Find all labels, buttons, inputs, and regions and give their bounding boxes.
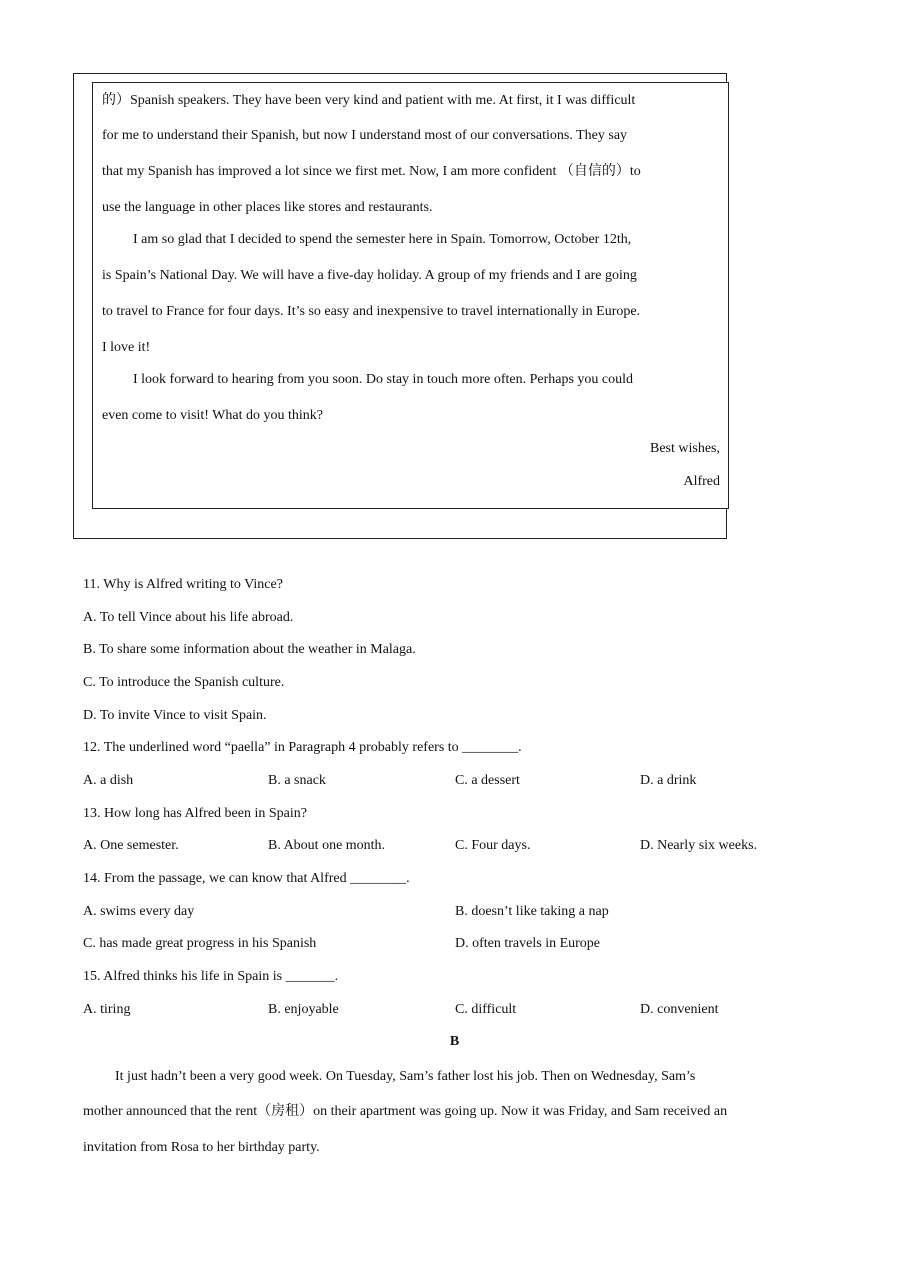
question-11-stem: 11. Why is Alfred writing to Vince? [83,577,283,592]
question-11-option-a: A. To tell Vince about his life abroad. [83,610,294,625]
question-12-option-d: D. a drink [640,773,697,788]
question-15-option-c: C. difficult [455,1002,517,1017]
letter-inner-frame [92,82,729,509]
question-13-stem: 13. How long has Alfred been in Spain? [83,806,307,821]
question-14-option-a: A. swims every day [83,904,195,919]
question-12-option-c: C. a dessert [455,773,520,788]
question-15-option-a: A. tiring [83,1002,131,1017]
question-14-option-b: B. doesn’t like taking a nap [455,904,609,919]
letter-line: even come to visit! What do you think? [102,408,323,423]
question-15-option-d: D. convenient [640,1002,719,1017]
question-12-stem: 12. The underlined word “paella” in Paragraph 4 probably refers to ________. [83,740,522,755]
letter-line: I look forward to hearing from you soon. Do stay in touch more often. Perhaps you could [133,372,634,387]
section-b-line: invitation from Rosa to her birthday party. [83,1140,320,1155]
section-b-title: B [449,1034,460,1049]
section-b-line: It just hadn’t been a very good week. On Tuesday, Sam’s father lost his job. Then on Wednesday, Sam’s [115,1069,696,1084]
letter-line: is Spain’s National Day. We will have a five-day holiday. A group of my friends and I are going [102,268,637,283]
question-15-option-b: B. enjoyable [268,1002,339,1017]
question-11-option-c: C. To introduce the Spanish culture. [83,675,285,690]
question-11-option-d: D. To invite Vince to visit Spain. [83,708,267,723]
letter-line: I love it! [102,340,151,355]
question-14-option-c: C. has made great progress in his Spanish [83,936,317,951]
question-14-stem: 14. From the passage, we can know that Alfred ________. [83,871,410,886]
letter-closing: Best wishes, [650,441,720,456]
section-b-line: mother announced that the rent（房租）on their apartment was going up. Now it was Friday, and Sam received an [83,1104,728,1119]
letter-line: to travel to France for four days. It’s so easy and inexpensive to travel internationally in Europe. [102,304,641,319]
letter-line: I am so glad that I decided to spend the semester here in Spain. Tomorrow, October 12th, [133,232,632,247]
question-14-option-d: D. often travels in Europe [455,936,601,951]
letter-line: that my Spanish has improved a lot since we first met. Now, I am more confident （自信的）to [102,164,641,179]
letter-line: for me to understand their Spanish, but now I understand most of our conversations. They say [102,128,628,143]
question-15-stem: 15. Alfred thinks his life in Spain is _______. [83,969,339,984]
letter-line: 的）Spanish speakers. They have been very kind and patient with me. At first, it I was difficult [102,93,636,108]
question-12-option-a: A. a dish [83,773,134,788]
question-13-option-d: D. Nearly six weeks. [640,838,758,853]
letter-signature: Alfred [683,474,720,489]
question-13-option-c: C. Four days. [455,838,531,853]
question-11-option-b: B. To share some information about the weather in Malaga. [83,642,416,657]
question-13-option-a: A. One semester. [83,838,179,853]
question-12-option-b: B. a snack [268,773,326,788]
question-13-option-b: B. About one month. [268,838,386,853]
letter-line: use the language in other places like stores and restaurants. [102,200,433,215]
